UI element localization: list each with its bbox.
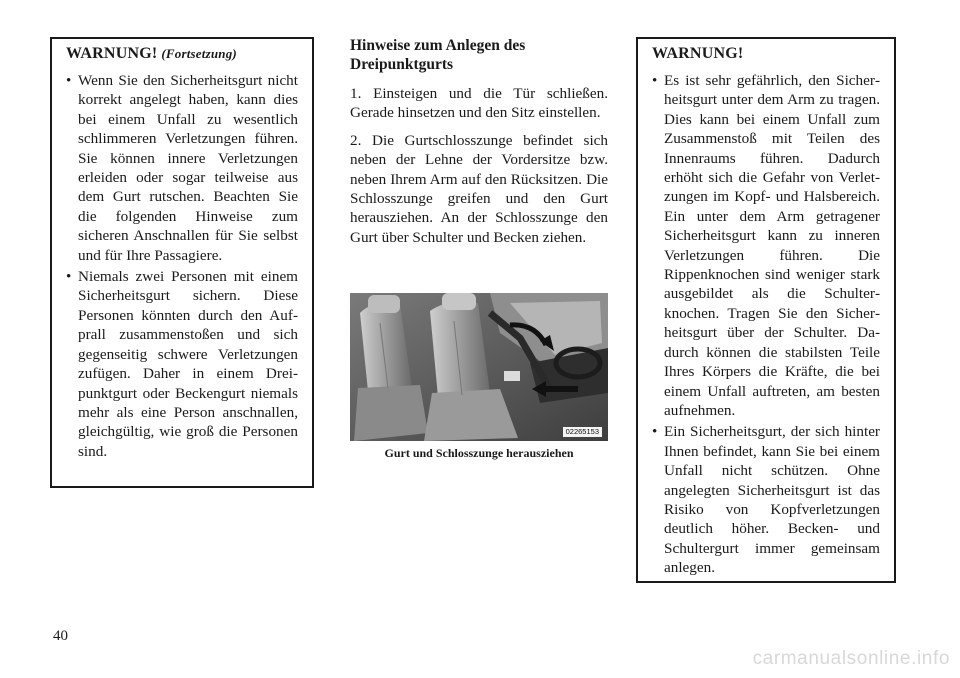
warning-box-right (636, 37, 896, 583)
warning-heading (652, 45, 880, 63)
warning-heading (66, 45, 298, 63)
warning-bullet: • Wenn Sie den Sicherheitsgurt nicht korrekt angelegt haben, kann dies bei einem Unfall zu wesentlich schlimmeren Verletzungen führen. Sie können innere Verletzungen erleiden oder sogar teilweise aus dem Gurt rutschen. Beachten Sie die folgenden Hinweise zum sicheren Anschnallen für Sie selbst und für Ihre Passagiere. (66, 71, 298, 265)
warning-heading-continuation: (Fortsetzung) (161, 46, 237, 61)
warning-heading-text: WARNUNG! (66, 45, 158, 62)
seatbelt-illustration (350, 293, 608, 441)
instruction-step-1: 1. Einsteigen und die Tür schließen. Gerade hinsetzen und den Sitz einstellen. (350, 85, 608, 122)
warning-bullet-list (66, 71, 298, 461)
page-number: 40 (53, 628, 68, 644)
section-heading: Hinweise zum Anlegen des Dreipunktgurts (350, 37, 526, 73)
instructions-column (350, 36, 608, 255)
figure-code: 02265153 (563, 427, 602, 437)
seatbelt-photo-icon (350, 293, 608, 441)
warning-bullet: • Ein Sicherheitsgurt, der sich hinter Ihnen befindet, kann Sie bei einem Unfall nicht schützen. Ohne angelegten Sicherheitsgurt ist das Risiko von Kopfverletzungen deutlich höher. Becken- und Schultergurt immer gemeinsam anlegen. (652, 422, 880, 577)
watermark-logo: carmanualsonline.info (752, 648, 950, 669)
warning-box-left (50, 37, 314, 488)
warning-bullet: • Es ist sehr gefährlich, den Sicherheitsgurt unter dem Arm zu tragen. Dies kann bei einem Unfall zum Zusammenstoß mit Teilen des Innenraums führen. Dadurch erhöht sich die Gefahr von Verletzungen im Kopf- und Halsbereich. Ein unter dem Arm getragener Sicherheitsgurt kann zu inneren Verletzungen führen. Die Rippenknochen sind weniger stark ausgebildet als die Schulterknochen. Tragen Sie den Sicherheitsgurt über der Schulter. Dadurch können die stabilsten Teile Ihres Körpers die Kräfte, die bei einem Unfall auftreten, am besten aufnehmen. (652, 71, 880, 420)
warning-heading-text: WARNUNG! (652, 45, 744, 62)
warning-bullet-list (652, 71, 880, 578)
figure-caption: Gurt und Schlosszunge herausziehen (384, 446, 574, 460)
instruction-step-2: 2. Die Gurtschlosszunge befindet sich neben der Lehne der Vordersitze bzw. neben Ihrem Arm auf den Rücksitzen. Die Schlosszunge greifen und den Gurt herausziehen. An der Schlosszunge den Gurt über Schulter und Becken ziehen. (350, 131, 608, 246)
warning-bullet: • Niemals zwei Personen mit einem Sicherheitsgurt sichern. Diese Personen könnten durch den Aufprall zusammenstoßen und sich gegenseitig schwere Verletzungen zufügen. Daher in einem Dreipunktgurt oder Beckengurt niemals mehr als eine Person anschnallen, gleichgültig, wie groß die Personen sind. (66, 267, 298, 461)
